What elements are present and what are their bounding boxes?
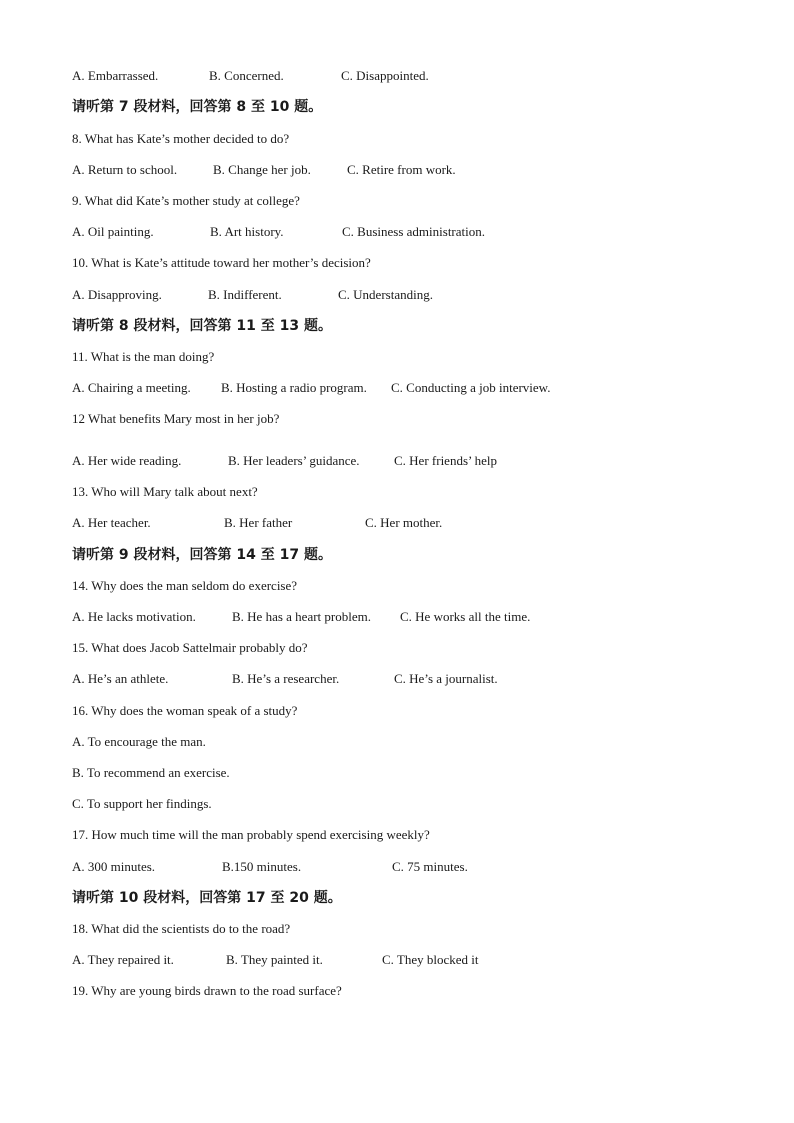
option-c: C. He works all the time.	[400, 609, 531, 624]
option-a: A. Her teacher.	[72, 515, 151, 530]
question-text: 11. What is the man doing?	[72, 349, 215, 364]
option-b: B. Her leaders’ guidance.	[228, 453, 360, 468]
question-text: 15. What does Jacob Sattelmair probably do?	[72, 640, 308, 655]
option-a: A. Return to school.	[72, 162, 178, 177]
option-a: A. Her wide reading.	[72, 453, 182, 468]
option-c: C. Her friends’ help	[394, 453, 498, 468]
option-b: B.150 minutes.	[222, 859, 302, 874]
option-a: A. Embarrassed.	[72, 68, 159, 83]
option-a: A. Disapproving.	[72, 287, 162, 302]
option-c: C. Business administration.	[342, 224, 485, 239]
question-text: 14. Why does the man seldom do exercise?	[72, 578, 298, 593]
option-a: A. He lacks motivation.	[72, 609, 196, 624]
option-b: B. Indifferent.	[208, 287, 282, 302]
option-c: C. He’s a journalist.	[394, 671, 498, 686]
option-a: A. Chairing a meeting.	[72, 380, 191, 395]
question-text: 10. What is Kate’s attitude toward her mother’s decision?	[72, 255, 371, 270]
option-c: C. They blocked it	[382, 952, 479, 967]
option-a: A. Oil painting.	[72, 224, 154, 239]
option-b: B. Concerned.	[209, 68, 284, 83]
option-line: A. To encourage the man.	[72, 734, 206, 749]
option-line: B. To recommend an exercise.	[72, 765, 230, 780]
option-a: A. 300 minutes.	[72, 859, 156, 874]
option-line: C. To support her findings.	[72, 796, 212, 811]
option-a: A. He’s an athlete.	[72, 671, 169, 686]
option-b: B. Art history.	[210, 224, 284, 239]
question-text: 9. What did Kate’s mother study at college?	[72, 193, 300, 208]
section-heading: 请听第 10 段材料，回答第 17 至 20 题。	[72, 890, 342, 906]
option-c: C. Understanding.	[338, 287, 433, 302]
option-b: B. Hosting a radio program.	[221, 380, 367, 395]
question-text: 16. Why does the woman speak of a study?	[72, 703, 298, 718]
question-text: 12 What benefits Mary most in her job?	[72, 411, 280, 426]
option-c: C. Conducting a job interview.	[391, 380, 551, 395]
option-a: A. They repaired it.	[72, 952, 174, 967]
section-heading: 请听第 8 段材料，回答第 11 至 13 题。	[72, 318, 332, 334]
option-c: C. Her mother.	[365, 515, 443, 530]
question-text: 17. How much time will the man probably spend exercising weekly?	[72, 827, 430, 842]
question-text: 18. What did the scientists do to the road?	[72, 921, 291, 936]
question-text: 8. What has Kate’s mother decided to do?	[72, 131, 290, 146]
option-c: C. Retire from work.	[347, 162, 456, 177]
option-b: B. They painted it.	[226, 952, 323, 967]
option-c: C. 75 minutes.	[392, 859, 468, 874]
option-b: B. He has a heart problem.	[232, 609, 371, 624]
section-heading: 请听第 7 段材料，回答第 8 至 10 题。	[72, 99, 323, 115]
section-heading: 请听第 9 段材料，回答第 14 至 17 题。	[72, 547, 332, 563]
option-b: B. He’s a researcher.	[232, 671, 340, 686]
option-b: B. Change her job.	[213, 162, 311, 177]
option-c: C. Disappointed.	[341, 68, 429, 83]
option-b: B. Her father	[224, 515, 293, 530]
question-text: 19. Why are young birds drawn to the road surface?	[72, 983, 342, 998]
question-text: 13. Who will Mary talk about next?	[72, 484, 258, 499]
